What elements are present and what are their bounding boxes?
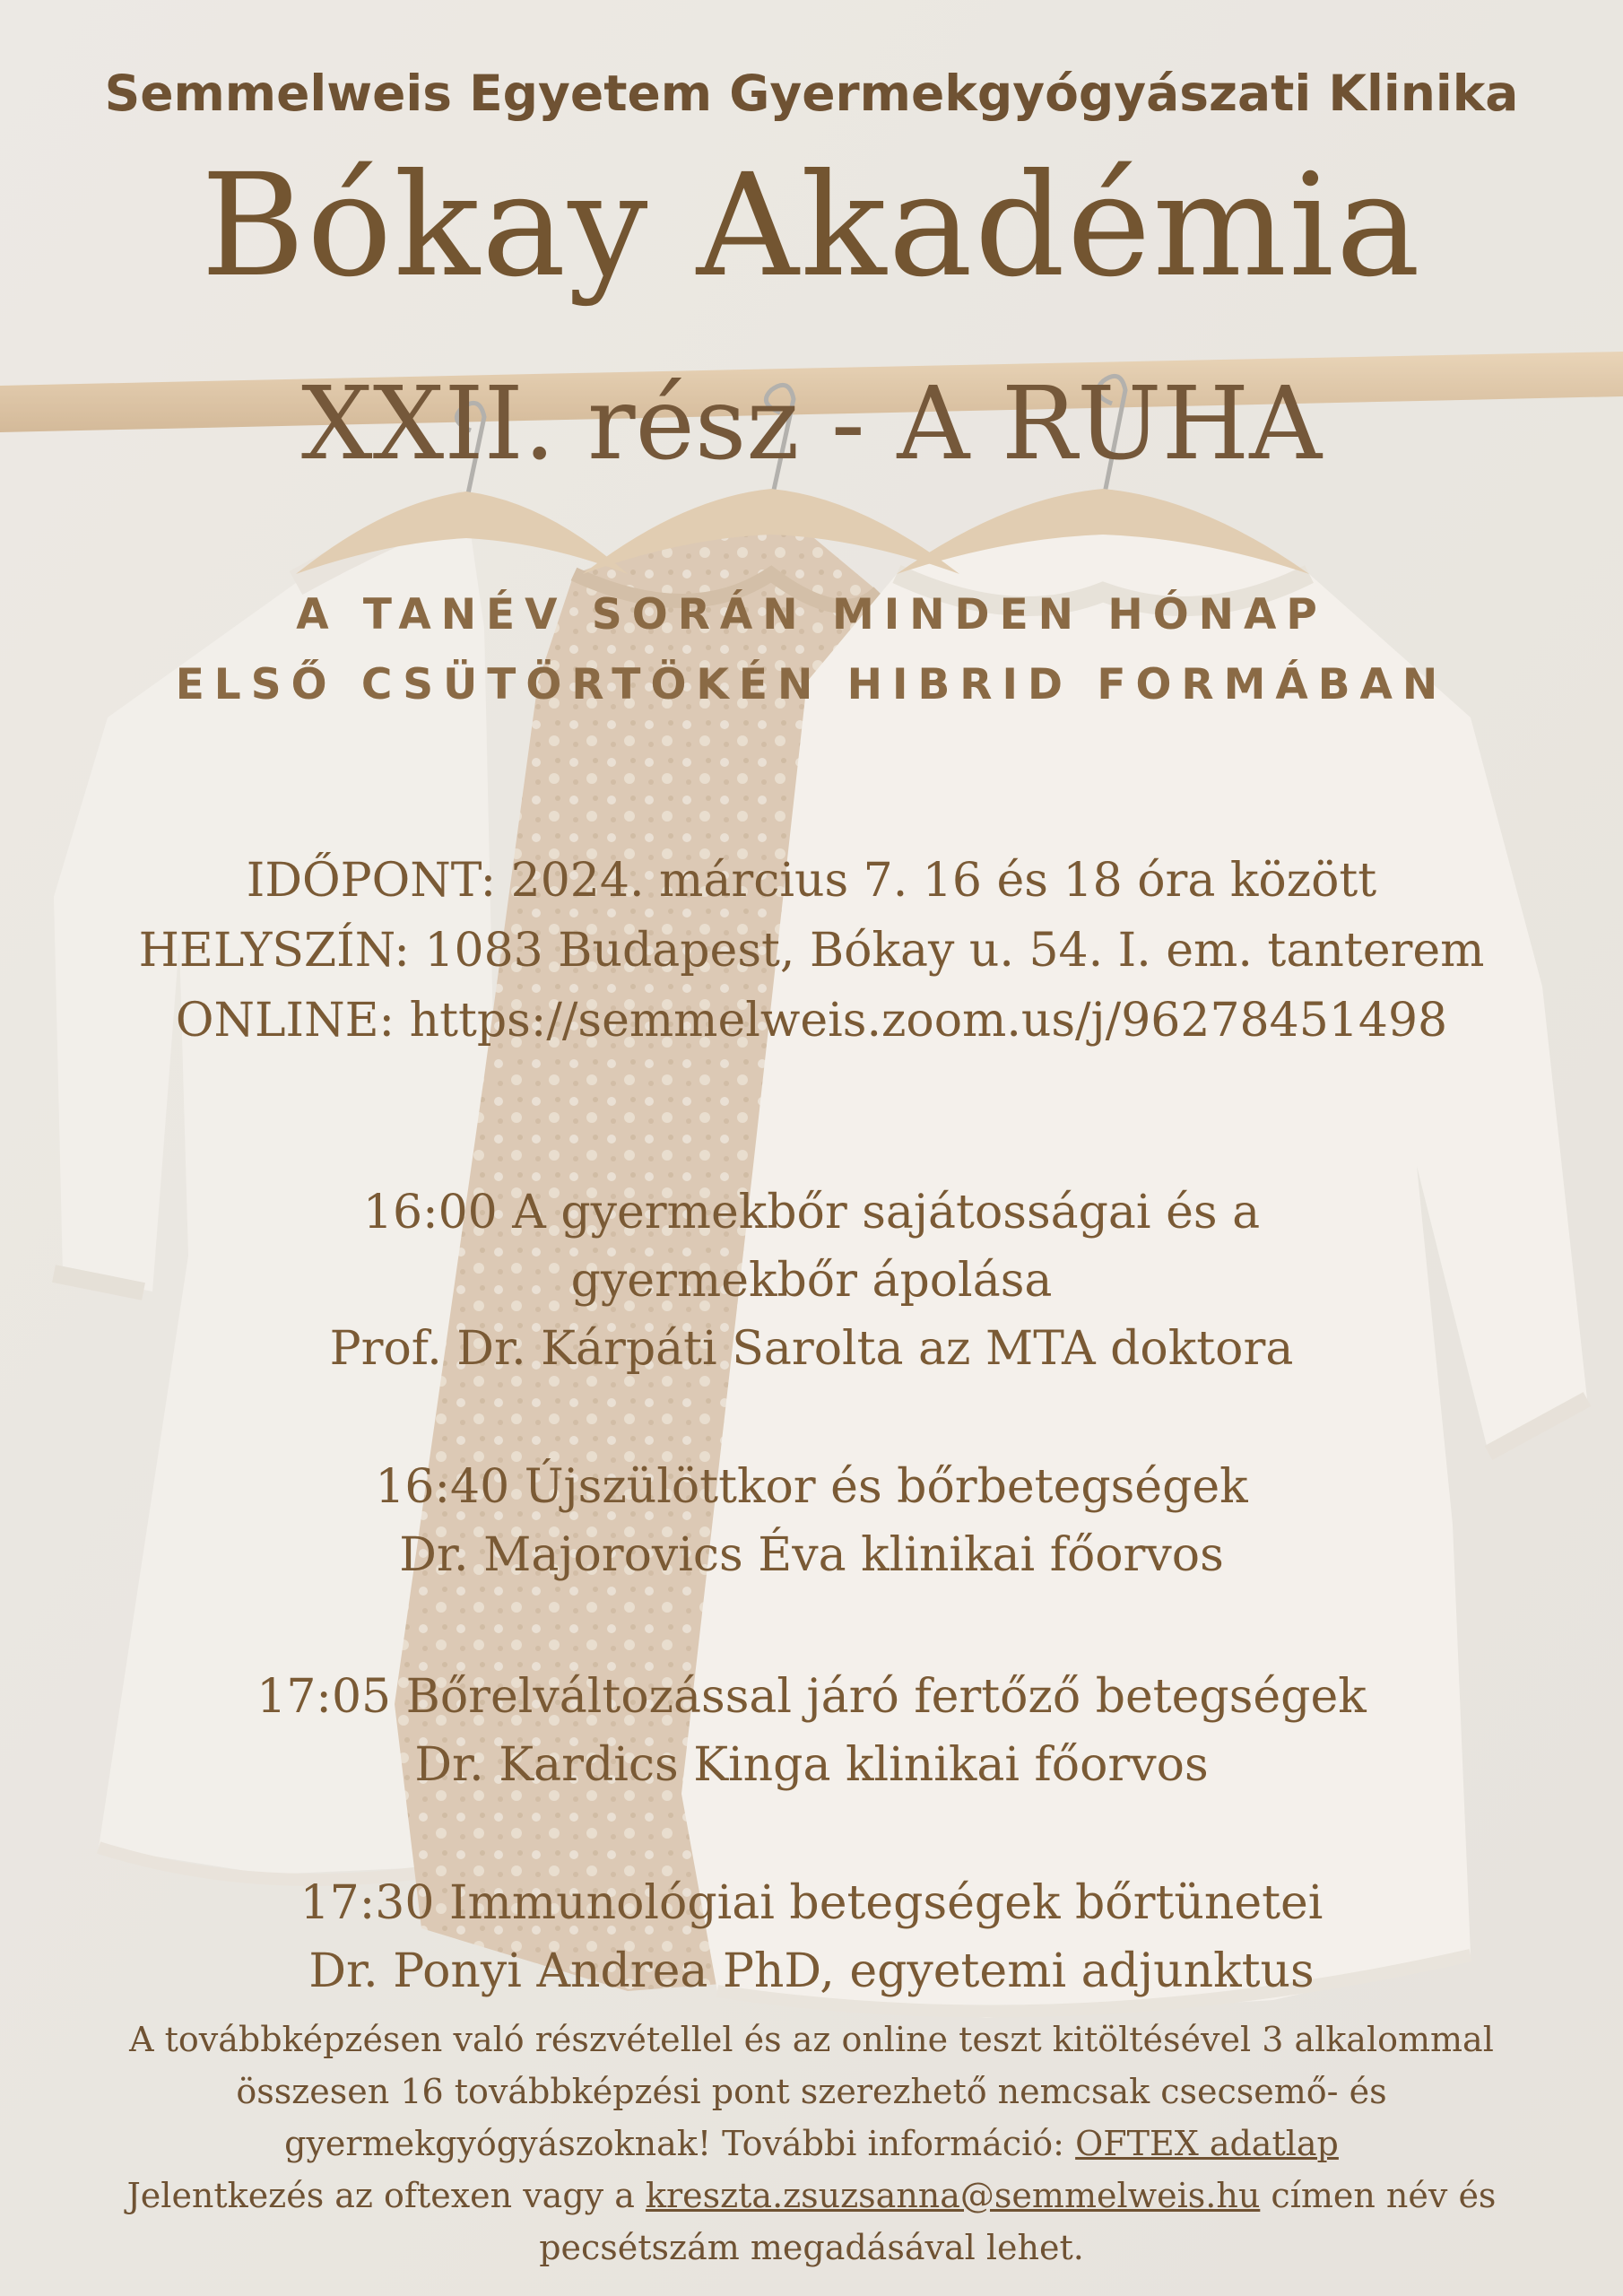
event-online-link[interactable]: ONLINE: https://semmelweis.zoom.us/j/96278451498 [175, 994, 1448, 1048]
program-item-speaker: Dr. Kardics Kinga klinikai főorvos [414, 1738, 1209, 1792]
footer-line-5: pecsétszám megadásával lehet. [539, 2228, 1084, 2267]
tagline-line-2: ELSŐ CSÜTÖRTÖKÉN HIBRID FORMÁBAN [175, 660, 1448, 709]
program-item-title: 16:40 Újszülöttkor és bőrbetegségek [375, 1460, 1248, 1514]
program-item-title-cont: gyermekbőr ápolása [570, 1254, 1053, 1308]
footer-info-text: gyermekgyógyászoknak! További információ: [284, 2124, 1064, 2163]
oftex-link[interactable]: OFTEX adatlap [1075, 2124, 1339, 2163]
tagline-line-1: A TANÉV SORÁN MINDEN HÓNAP [296, 590, 1327, 639]
program-item-speaker: Dr. Ponyi Andrea PhD, egyetemi adjunktus [308, 1944, 1315, 1998]
contact-email-link[interactable]: kreszta.zsuzsanna@semmelweis.hu [645, 2176, 1261, 2215]
institution-name: Semmelweis Egyetem Gyermekgyógyászati Klinika [104, 65, 1519, 122]
program-item-title: 17:05 Bőrelváltozással járó fertőző betegségek [256, 1670, 1367, 1724]
footer-line-4 [0, 2176, 1623, 2215]
event-title: Bókay Akadémia [201, 144, 1422, 309]
program-item-speaker: Dr. Majorovics Éva klinikai főorvos [399, 1528, 1224, 1582]
program-item-speaker: Prof. Dr. Kárpáti Sarolta az MTA doktora [329, 1322, 1294, 1376]
program-item-title: 17:30 Immunológiai betegségek bőrtünetei [299, 1876, 1324, 1930]
program-item-title: 16:00 A gyermekbőr sajátosságai és a [362, 1186, 1261, 1239]
footer-registration-text: Jelentkezés az oftexen vagy a [126, 2176, 635, 2215]
event-part-title: XXII. rész - A RUHA [300, 366, 1323, 483]
footer-registration-suffix: címen név és [1271, 2176, 1497, 2215]
event-time: IDŐPONT: 2024. március 7. 16 és 18 óra között [246, 854, 1377, 908]
footer-line-2: összesen 16 továbbképzési pont szerezhető nemcsak csecsemő- és [236, 2072, 1387, 2111]
event-location: HELYSZÍN: 1083 Budapest, Bókay u. 54. I. em. tanterem [138, 924, 1485, 978]
footer-line-1: A továbbképzésen való részvétellel és az online teszt kitöltésével 3 alkalommal [129, 2020, 1494, 2059]
footer-line-3 [0, 2124, 1623, 2163]
